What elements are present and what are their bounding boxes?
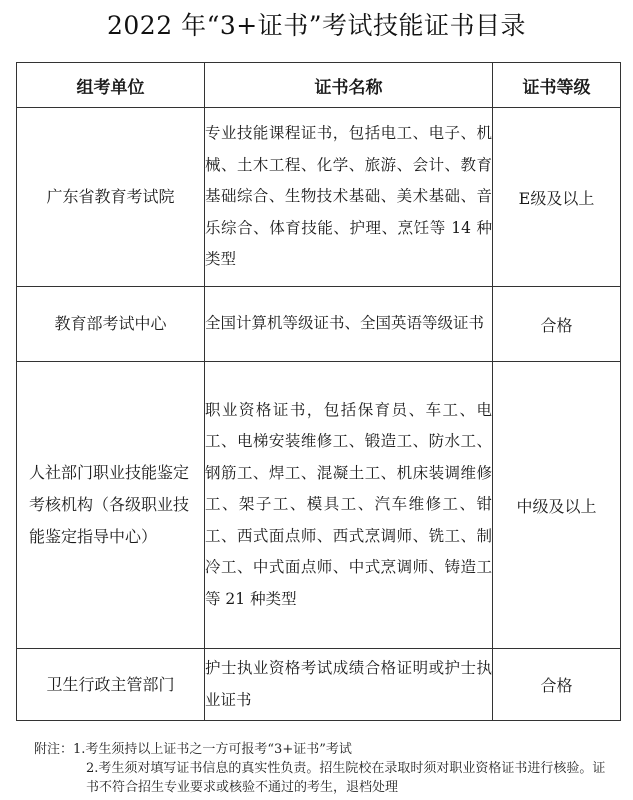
- cert-name-cell: 职业资格证书，包括保育员、车工、电工、电梯安装维修工、锻造工、防水工、钢筋工、焊工、混凝土工、机床装调维修工、架子工、模具工、汽车维修工、钳工、西式面点师、西式烹调师、铣工、制冷工、中式面点师、中式烹调师、铸造工等 21 种类型: [205, 362, 493, 649]
- cert-level-cell: 合格: [493, 287, 621, 362]
- table-row: [17, 362, 621, 649]
- header-cert-level: 证书等级: [493, 63, 621, 108]
- table-row: [17, 649, 621, 721]
- cert-name-cell: 全国计算机等级证书、全国英语等级证书: [205, 287, 493, 362]
- unit-cell: 教育部考试中心: [17, 287, 205, 362]
- unit-cell: 广东省教育考试院: [17, 108, 205, 287]
- cert-level-cell: E级及以上: [493, 108, 621, 287]
- unit-cell: 人社部门职业技能鉴定考核机构（各级职业技能鉴定指导中心）: [17, 362, 205, 649]
- table-row: [17, 108, 621, 287]
- table-row: [17, 287, 621, 362]
- certificate-table: [16, 62, 621, 721]
- header-unit: 组考单位: [17, 63, 205, 108]
- cert-name-cell: 护士执业资格考试成绩合格证明或护士执业证书: [205, 649, 493, 721]
- table-header-row: [17, 63, 621, 108]
- note-line-1: 附注：1.考生须持以上证书之一方可报考“3+证书”考试: [34, 742, 352, 757]
- cert-level-cell: 合格: [493, 649, 621, 721]
- cert-name-cell: 专业技能课程证书，包括电工、电子、机械、土木工程、化学、旅游、会计、教育基础综合、生物技术基础、美术基础、音乐综合、体育技能、护理、烹饪等 14 种类型: [205, 108, 493, 287]
- note-line-2: 2.考生须对填写证书信息的真实性负责。招生院校在录取时须对职业资格证书进行核验。证书不符合招生专业要求或核验不通过的考生，退档处理: [86, 761, 606, 795]
- document-title: 2022 年“3+证书”考试技能证书目录: [107, 11, 526, 40]
- unit-cell: 卫生行政主管部门: [17, 649, 205, 721]
- header-cert-name: 证书名称: [205, 63, 493, 108]
- notes-section: [34, 740, 614, 797]
- cert-level-cell: 中级及以上: [493, 362, 621, 649]
